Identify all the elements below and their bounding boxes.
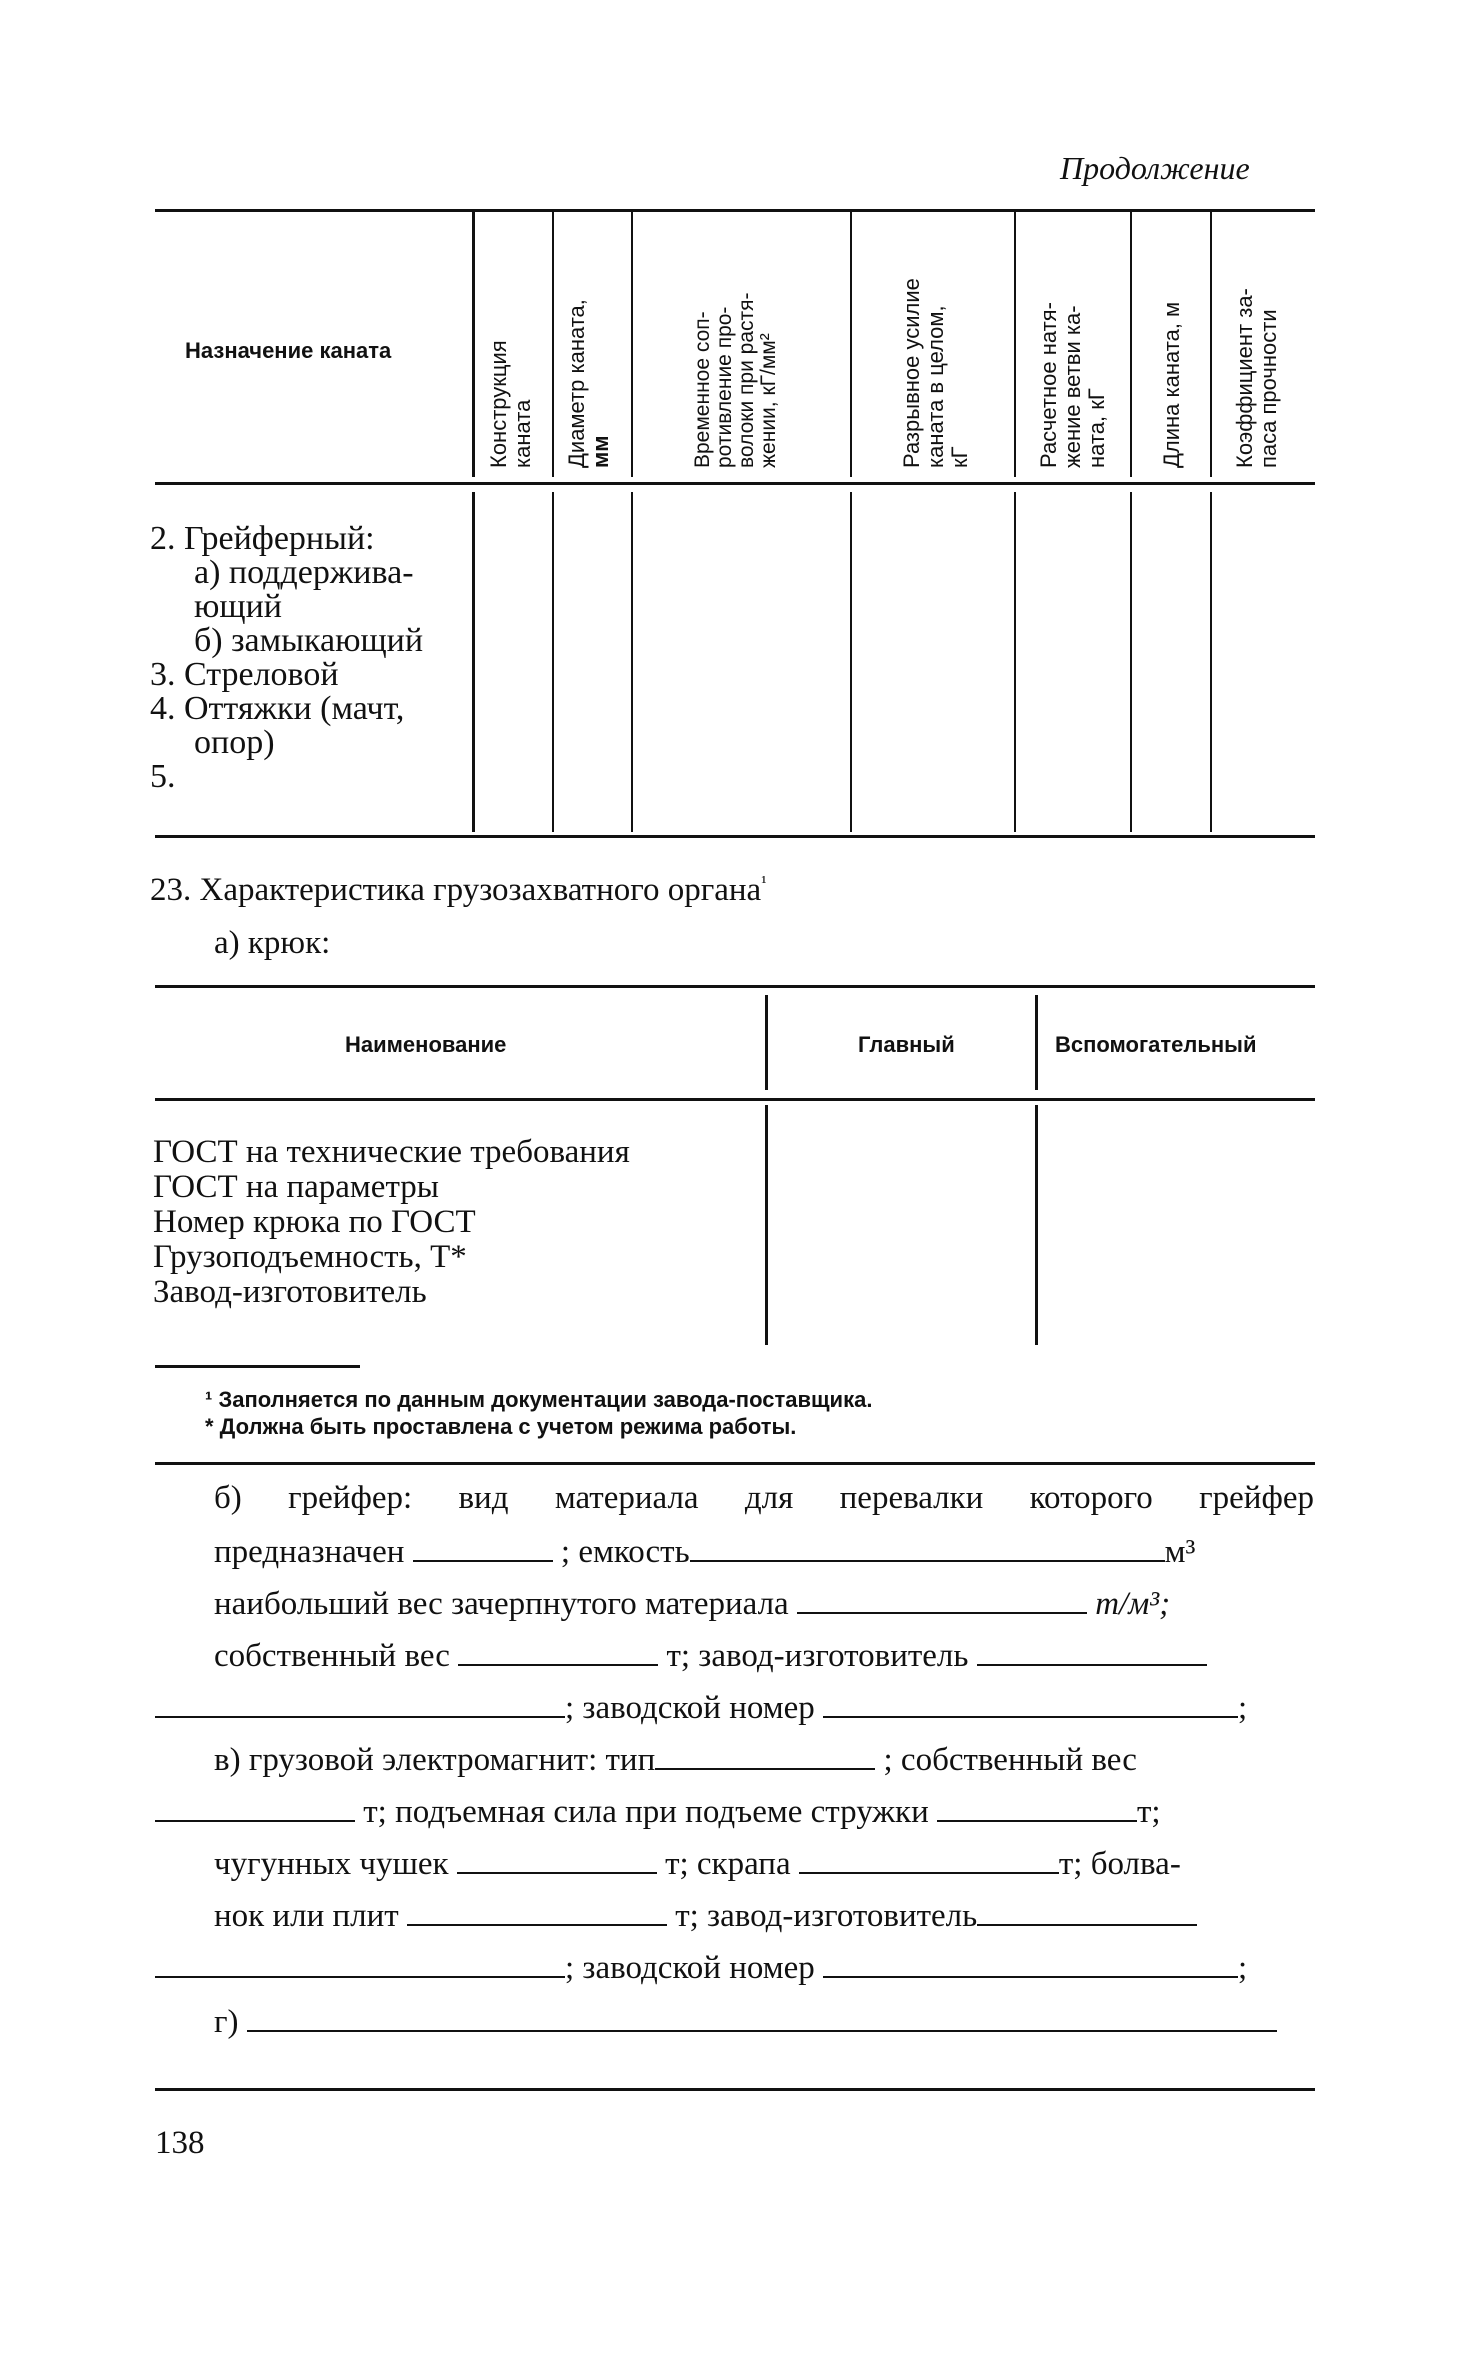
page-number: 138 (155, 2125, 205, 2161)
rope-col-divider (631, 492, 633, 832)
magnet-serial-field[interactable] (823, 1946, 1238, 1978)
lift-pigs-field[interactable] (457, 1842, 657, 1874)
form-line-serial: ; заводской номер ; (155, 1686, 1247, 1727)
footnote-rule (155, 1365, 360, 1368)
rope-col-strength-header: Временное соп- ротивление про- волоки при растя- жении, кГ/мм² (691, 292, 780, 468)
list-item: 5. (150, 758, 176, 795)
list-item: 4. Оттяжки (мачт, (150, 690, 405, 727)
list-item: б) замыкающий (194, 622, 424, 659)
rope-col-breaking-header: Разрывное усилие каната в целом, кГ (899, 278, 972, 468)
purpose-field[interactable] (413, 1530, 553, 1562)
manufacturer-field-cont[interactable] (155, 1686, 565, 1718)
own-weight-field[interactable] (458, 1634, 658, 1666)
table-row: Номер крюка по ГОСТ (153, 1204, 476, 1240)
continuation-label: Продолжение (1060, 150, 1250, 186)
hook-col-divider (765, 995, 768, 1090)
serial-number-field[interactable] (823, 1686, 1238, 1718)
rope-col-length-header: Длина каната, м (1159, 301, 1184, 468)
magnet-type-field[interactable] (655, 1738, 875, 1770)
form-line-plates: нок или плит т; завод-изготовитель (214, 1894, 1197, 1935)
form-line-magnet: в) грузовой электромагнит: тип ; собственный вес (214, 1738, 1137, 1779)
rope-col-divider (1130, 492, 1132, 832)
lift-shavings-field[interactable] (937, 1790, 1137, 1822)
section-23-title: 23. Характеристика грузозахватного органа$^{^1}$ (150, 872, 767, 908)
form-line-purpose: предназначен ; емкость м³ (214, 1530, 1195, 1571)
hook-col-divider (1035, 995, 1038, 1090)
list-item: а) поддержива- (194, 554, 414, 591)
rope-col-divider (1130, 212, 1132, 477)
form-line-g: г) (214, 2000, 1277, 2041)
rope-col-divider (552, 212, 554, 477)
magnet-manufacturer-field[interactable] (977, 1894, 1197, 1926)
rope-col-divider (1014, 212, 1016, 477)
rope-col-construction-header: Конструкция каната (486, 340, 535, 468)
rope-col-divider (1014, 492, 1016, 832)
rope-table-rows (150, 522, 470, 794)
hook-col-divider (765, 1105, 768, 1345)
list-item: опор) (194, 724, 275, 761)
rope-col-divider (850, 212, 852, 477)
manufacturer-field[interactable] (977, 1634, 1207, 1666)
footnote-2: * Должна быть проставлена с учетом режима работы. (205, 1414, 797, 1439)
rope-col-divider (552, 492, 554, 832)
table-row: ГОСТ на параметры (153, 1169, 439, 1205)
rope-col-safety-header: Коэффициент за- паса прочности (1232, 288, 1281, 468)
capacity-field[interactable] (690, 1530, 1165, 1562)
list-item: 2. Грейферный: (150, 520, 375, 557)
form-line-magnet-serial: ; заводской номер ; (155, 1946, 1247, 1987)
hook-col-name-header: Наименование (345, 1032, 507, 1057)
rope-col-tension-header: Расчетное натя- жение ветви ка- ната, кГ (1036, 302, 1109, 468)
rope-col-divider (1210, 492, 1212, 832)
rope-col-divider (472, 492, 475, 832)
rope-col-divider (631, 212, 633, 477)
rope-col-divider (1210, 212, 1212, 477)
max-weight-field[interactable] (797, 1582, 1087, 1614)
form-line-grab-intro: б) грейфер: вид материала для перевалки которого грейфер (214, 1480, 1314, 1516)
table-row: Грузоподъемность, Т* (153, 1239, 467, 1275)
list-item: 3. Стреловой (150, 656, 339, 693)
rope-col-purpose-header: Назначение каната (185, 338, 392, 363)
magnet-weight-field[interactable] (155, 1790, 355, 1822)
hook-table-top-rule (155, 985, 1315, 988)
footnote-1: ¹ Заполняется по данным документации завода-поставщика. (205, 1387, 873, 1412)
lift-scrap-field[interactable] (799, 1842, 1059, 1874)
hook-table-header-rule (155, 1098, 1315, 1101)
form-line-pigs: чугунных чушек т; скрапа т; болва- (214, 1842, 1181, 1883)
page-bottom-rule (155, 2088, 1315, 2091)
hook-col-aux-header: Вспомогательный (1055, 1032, 1257, 1057)
rope-table-bottom-rule (155, 835, 1315, 838)
table-row: ГОСТ на технические требования (153, 1134, 630, 1170)
rope-table-header-rule (155, 482, 1315, 485)
rope-col-divider (850, 492, 852, 832)
hook-col-divider (1035, 1105, 1038, 1345)
rope-table-top-rule (155, 209, 1315, 212)
list-item: ющий (194, 588, 282, 625)
hook-table-rows (153, 1135, 630, 1310)
form-line-own-weight: собственный вес т; завод-изготовитель (214, 1634, 1207, 1675)
footnote-bottom-rule (155, 1462, 1315, 1465)
hook-col-main-header: Главный (858, 1032, 955, 1057)
lift-plates-field[interactable] (407, 1894, 667, 1926)
hook-subheading: а) крюк: (214, 925, 331, 961)
rope-col-divider (472, 212, 475, 477)
form-line-lift-force: т; подъемная сила при подъеме стружки т; (155, 1790, 1161, 1831)
form-line-max-weight: наибольший вес зачерпнутого материала т/м³; (214, 1582, 1170, 1623)
table-row: Завод-изготовитель (153, 1274, 427, 1310)
magnet-manufacturer-field-cont[interactable] (155, 1946, 565, 1978)
other-device-field[interactable] (247, 2000, 1277, 2032)
rope-col-diameter-header: Диаметр каната, мм (564, 299, 613, 468)
